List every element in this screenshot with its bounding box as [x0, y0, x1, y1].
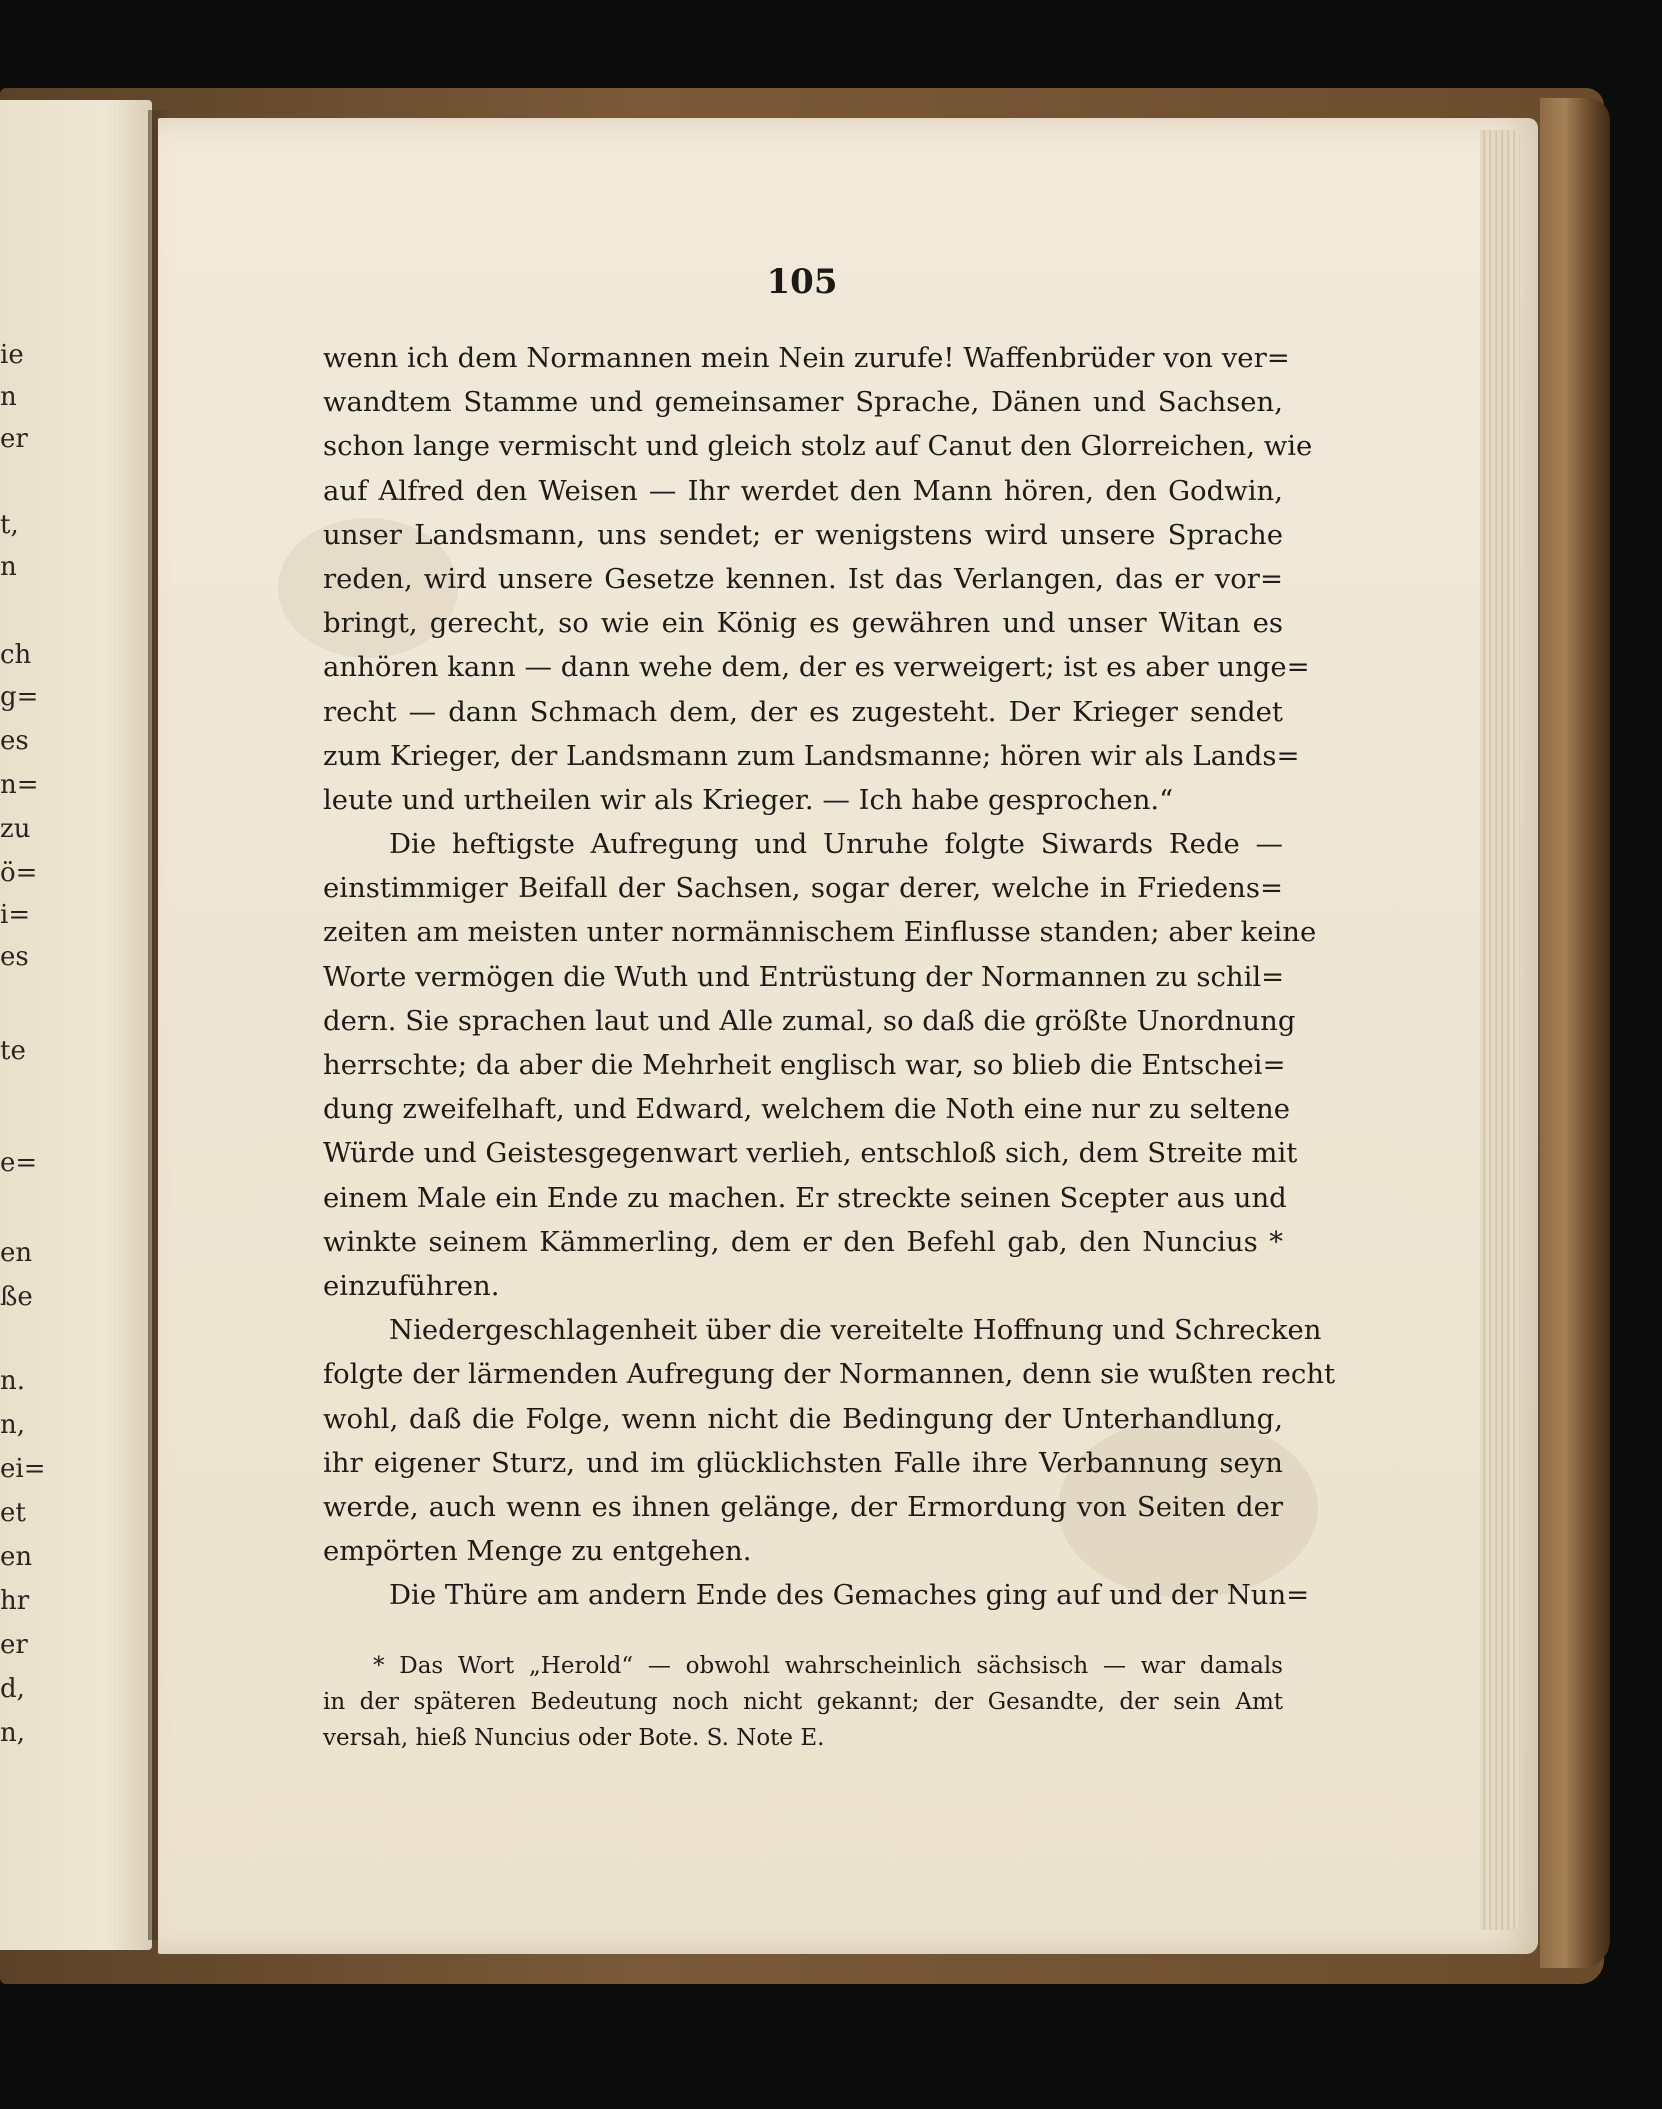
text-line: Die Thüre am andern Ende des Gemaches ging auf und der Nun=	[389, 1579, 1310, 1612]
left-fragment: n,	[0, 1718, 26, 1748]
text-line: herrschte; da aber die Mehrheit englisch war, so blieb die Entschei=	[323, 1049, 1286, 1081]
left-fragment: t,	[0, 510, 19, 540]
left-fragment: ie	[0, 340, 24, 370]
text-line: einzuführen.	[323, 1269, 500, 1302]
text-line: wohl, daß die Folge, wenn nicht die Bedingung der Unterhandlung,	[323, 1402, 1283, 1435]
footnotes	[323, 1648, 1283, 1756]
text-line: wenn ich dem Normannen mein Nein zurufe! Waffenbrüder von ver=	[323, 342, 1290, 374]
left-fragment: d,	[0, 1674, 25, 1704]
text-line: Würde und Geistesgegenwart verlieh, entschloß sich, dem Streite mit	[323, 1137, 1298, 1170]
left-fragment: n.	[0, 1366, 26, 1396]
left-fragment: zu	[0, 814, 31, 844]
text-line: auf Alfred den Weisen — Ihr werdet den Mann hören, den Godwin,	[323, 474, 1283, 507]
text-line: folgte der lärmenden Aufregung der Normannen, denn sie wußten recht	[323, 1358, 1336, 1391]
text-line: Die heftigste Aufregung und Unruhe folgte Siwards Rede —	[389, 828, 1283, 861]
left-fragment: ei=	[0, 1454, 46, 1484]
page-edges	[1480, 130, 1520, 1930]
left-fragment: ße	[0, 1282, 33, 1312]
left-fragment: n,	[0, 1410, 26, 1440]
left-fragment: e=	[0, 1148, 38, 1178]
page-number: 105	[766, 262, 838, 302]
left-fragment: hr	[0, 1586, 30, 1616]
footnote-line: versah, hieß Nuncius oder Bote. S. Note E.	[323, 1725, 825, 1751]
text-line: leute und urtheilen wir als Krieger. — Ich habe gesprochen.“	[323, 783, 1174, 816]
book-cover-edge	[1540, 98, 1610, 1968]
footnote-line: * Das Wort „Herold“ — obwohl wahrscheinlich sächsisch — war damals	[373, 1653, 1283, 1679]
text-line: recht — dann Schmach dem, der es zugesteht. Der Krieger sendet	[323, 695, 1283, 728]
left-fragment: en	[0, 1238, 33, 1268]
text-line: unser Landsmann, uns sendet; er wenigstens wird unsere Sprache	[323, 518, 1283, 551]
left-fragment: es	[0, 942, 29, 972]
left-fragment: ch	[0, 640, 32, 670]
text-line: empörten Menge zu entgehen.	[323, 1535, 752, 1568]
text-line: Worte vermögen die Wuth und Entrüstung der Normannen zu schil=	[323, 960, 1285, 993]
left-fragment: n=	[0, 770, 39, 800]
text-line: dern. Sie sprachen laut und Alle zumal, so daß die größte Unordnung	[323, 1004, 1296, 1037]
text-line: Niedergeschlagenheit über die vereitelte Hoffnung und Schrecken	[389, 1314, 1322, 1347]
text-line: ihr eigener Sturz, und im glücklichsten Falle ihre Verbannung seyn	[323, 1446, 1283, 1479]
text-line: winkte seinem Kämmerling, dem er den Befehl gab, den Nuncius *	[323, 1225, 1283, 1258]
text-line: reden, wird unsere Gesetze kennen. Ist das Verlangen, das er vor=	[323, 562, 1283, 595]
text-line: zum Krieger, der Landsmann zum Landsmanne; hören wir als Lands=	[323, 739, 1300, 772]
text-line: anhören kann — dann wehe dem, der es verweigert; ist es aber unge=	[323, 651, 1310, 684]
left-fragment: en	[0, 1542, 33, 1572]
text-line: zeiten am meisten unter normännischem Einflusse standen; aber keine	[323, 916, 1317, 949]
left-fragment: te	[0, 1036, 26, 1066]
footnote-line: in der späteren Bedeutung noch nicht gekannt; der Gesandte, der sein Amt	[323, 1689, 1283, 1715]
left-fragment: ö=	[0, 858, 38, 888]
left-fragment: i=	[0, 900, 31, 930]
text-line: schon lange vermischt und gleich stolz auf Canut den Glorreichen, wie	[323, 430, 1313, 463]
left-fragment: n	[0, 382, 17, 412]
left-fragment: er	[0, 1630, 28, 1660]
left-fragment: et	[0, 1498, 26, 1528]
left-fragment: es	[0, 726, 29, 756]
text-line: einstimmiger Beifall der Sachsen, sogar derer, welche in Friedens=	[323, 872, 1283, 905]
left-fragment: er	[0, 424, 28, 454]
text-line: wandtem Stamme und gemeinsamer Sprache, Dänen und Sachsen,	[323, 386, 1283, 419]
text-line: werde, auch wenn es ihnen gelänge, der Ermordung von Seiten der	[323, 1490, 1283, 1523]
left-fragment: g=	[0, 682, 39, 712]
text-line: bringt, gerecht, so wie ein König es gewähren und unser Witan es	[323, 607, 1283, 640]
left-fragment: n	[0, 552, 17, 582]
text-line: dung zweifelhaft, und Edward, welchem die Noth eine nur zu seltene	[323, 1093, 1291, 1126]
text-line: einem Male ein Ende zu machen. Er streckte seinen Scepter aus und	[323, 1181, 1287, 1214]
left-page	[0, 100, 152, 1950]
body-text	[323, 336, 1336, 1617]
